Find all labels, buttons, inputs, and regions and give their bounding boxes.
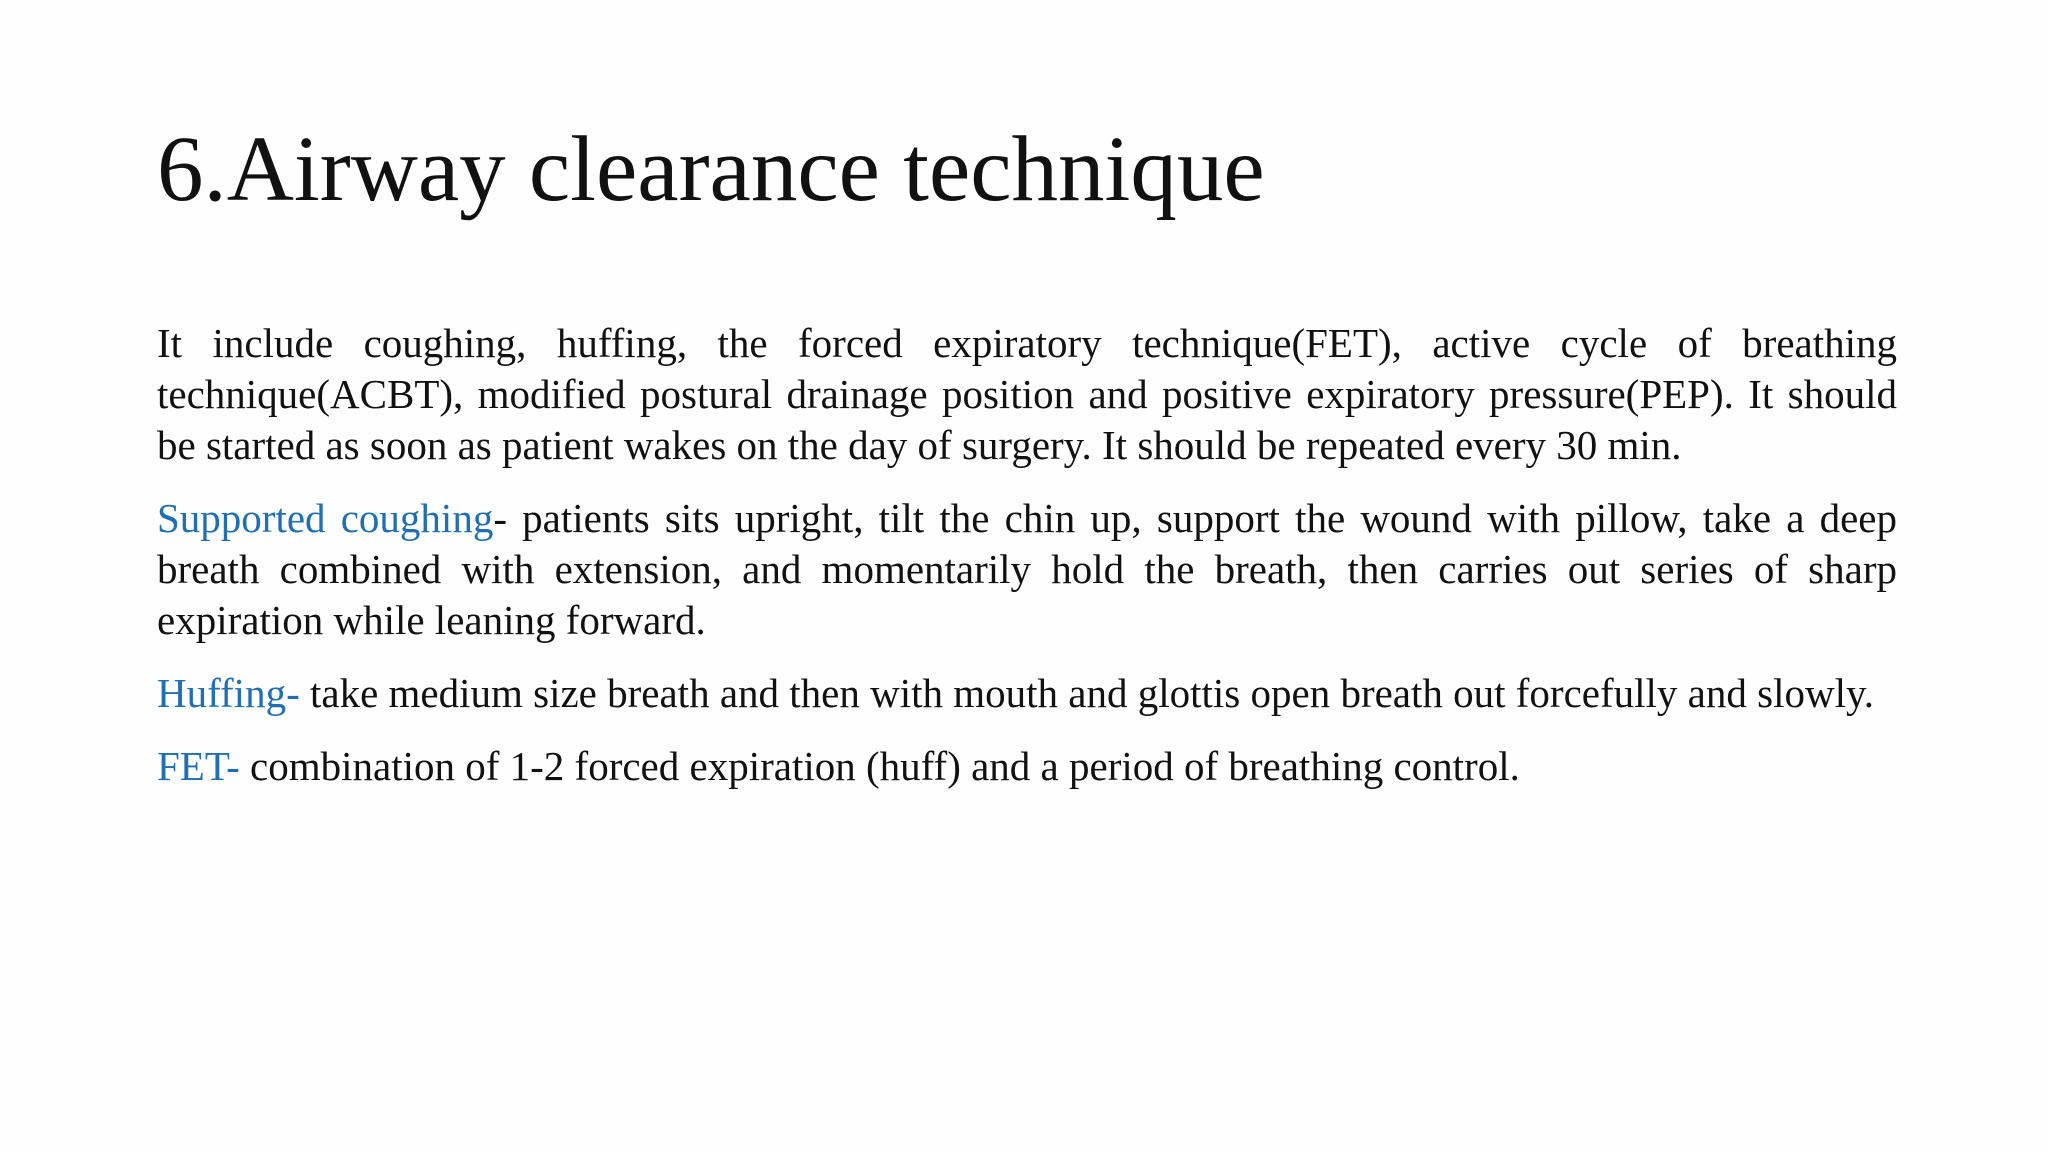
intro-paragraph: It include coughing, huffing, the forced expiratory technique(FET), active cycle of breathing technique(ACBT), modified postural drainage position and positive expiratory pressure(PEP). It should be started as soon as patient wakes on the day of surgery. It should be repeated every 30 min. (157, 320, 1897, 468)
huffing-paragraph (157, 668, 1897, 719)
fet-term: FET- (157, 743, 240, 789)
fet-text: combination of 1-2 forced expiration (huff) and a period of breathing control. (239, 743, 1520, 789)
supported-coughing-text: - patients sits upright, tilt the chin up, support the wound with pillow, take a deep breath combined with extension, and momentarily hold the breath, then carries out series of sharp expiration while leaning forward. (157, 495, 1897, 643)
huffing-text: take medium size breath and then with mouth and glottis open breath out forcefully and slowly. (299, 670, 1875, 716)
fet-paragraph (157, 741, 1897, 792)
slide-body (157, 318, 1897, 814)
slide-title: 6.Airway clearance technique (157, 118, 1265, 221)
supported-coughing-paragraph (157, 493, 1897, 646)
huffing-term: Huffing- (157, 670, 300, 716)
supported-coughing-term: Supported coughing (157, 495, 494, 541)
